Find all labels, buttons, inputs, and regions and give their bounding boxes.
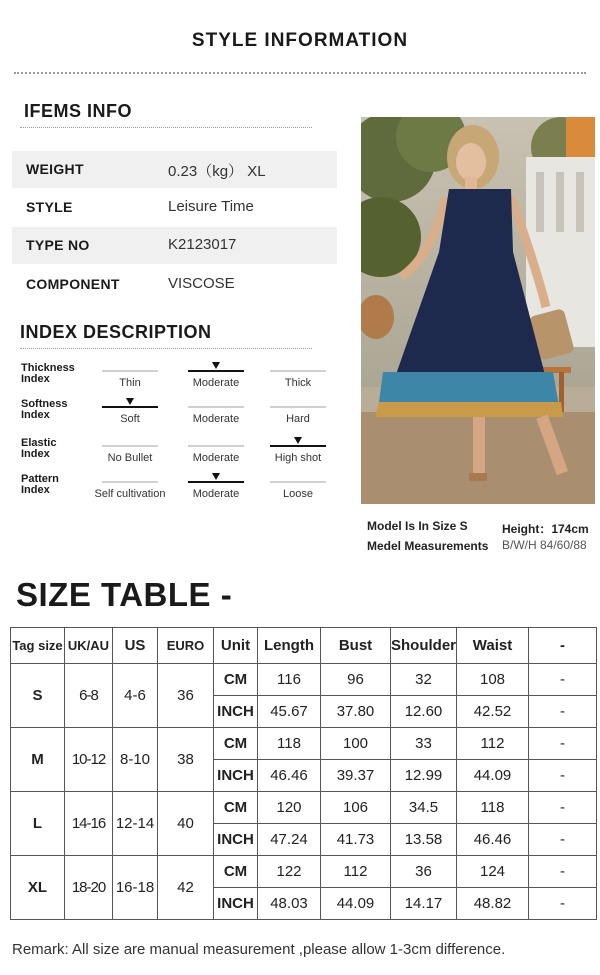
unit-inch-cell: INCH (214, 888, 258, 920)
scale-line (188, 481, 244, 483)
measure-cell: 46.46 (457, 824, 529, 856)
scale-option-label: No Bullet (107, 452, 153, 464)
header-unit: Unit (214, 628, 258, 664)
measure-cell: 48.03 (258, 888, 321, 920)
info-value: VISCOSE (168, 275, 235, 292)
scale-option-label: Moderate (192, 488, 240, 500)
measure-cell: 120 (258, 792, 321, 824)
size-table (10, 627, 597, 920)
measure-cell: 42.52 (457, 696, 529, 728)
measure-cell: 12.99 (391, 760, 457, 792)
index-label (21, 399, 67, 421)
scale-line (102, 481, 158, 483)
info-key: TYPE NO (26, 237, 90, 253)
scale-line (270, 406, 326, 408)
index-label-line1: Pattern (21, 473, 59, 485)
page-title: STYLE INFORMATION (191, 30, 409, 51)
measure-cell: 118 (258, 728, 321, 760)
uk-au-cell: 6-8 (65, 664, 113, 728)
info-value: Leisure Time (168, 198, 254, 215)
size-cell: M (11, 728, 65, 792)
measure-cell: 116 (258, 664, 321, 696)
measure-cell: 124 (457, 856, 529, 888)
measure-cell: 47.24 (258, 824, 321, 856)
scale-option-label: Loose (283, 488, 313, 500)
measure-cell: 13.58 (391, 824, 457, 856)
measure-cell: 34.5 (391, 792, 457, 824)
measure-cell: 122 (258, 856, 321, 888)
scale-option-label: Moderate (192, 452, 240, 464)
scale-option-label: Thin (119, 377, 141, 389)
index-label-line1: Softness (21, 398, 68, 410)
scale-line (188, 445, 244, 447)
index-label-line2: Index (21, 373, 50, 385)
measure-cell: 100 (321, 728, 391, 760)
measure-cell: - (529, 760, 597, 792)
us-cell: 4-6 (113, 664, 158, 728)
measure-cell: - (529, 856, 597, 888)
scale-line (188, 370, 244, 372)
index-label-line1: Thickness (21, 362, 75, 374)
selected-marker-icon (294, 437, 302, 444)
model-measurements-caption: Medel Measurements (367, 539, 489, 553)
info-key: STYLE (26, 199, 73, 215)
measure-cell: 106 (321, 792, 391, 824)
unit-inch-cell: INCH (214, 760, 258, 792)
header-tag-size: Tag size (11, 628, 65, 664)
scale-option-label: Soft (120, 413, 140, 425)
unit-inch-cell: INCH (214, 696, 258, 728)
info-key: COMPONENT (26, 276, 120, 292)
index-label (21, 363, 75, 385)
info-value: 0.23（kg） XL (168, 163, 266, 180)
unit-cm-cell: CM (214, 664, 258, 696)
measure-cell: 48.82 (457, 888, 529, 920)
us-cell: 12-14 (113, 792, 158, 856)
scale-option-label: Self cultivation (94, 488, 166, 500)
model-photo (361, 117, 595, 504)
measure-cell: 14.17 (391, 888, 457, 920)
size-table-title: SIZE TABLE - (16, 576, 233, 613)
scale-line (270, 481, 326, 483)
scale-line (102, 445, 158, 447)
measure-cell: 44.09 (457, 760, 529, 792)
measure-cell: 41.73 (321, 824, 391, 856)
scale-line (102, 406, 158, 408)
measure-cell: 45.67 (258, 696, 321, 728)
euro-cell: 36 (158, 664, 214, 728)
header-us: US (113, 628, 158, 664)
uk-au-cell: 14-16 (65, 792, 113, 856)
unit-cm-cell: CM (214, 856, 258, 888)
size-cell: XL (11, 856, 65, 920)
items-info-title: IFEMS INFO (24, 101, 132, 121)
measure-cell: 12.60 (391, 696, 457, 728)
scale-option-label: Hard (286, 413, 310, 425)
header-extra: - (529, 628, 597, 664)
model-bwh-caption: B/W/H 84/60/88 (502, 538, 587, 552)
model-photo-image (361, 117, 595, 504)
measure-cell: 112 (321, 856, 391, 888)
scale-option-label: Moderate (192, 413, 240, 425)
unit-cm-cell: CM (214, 792, 258, 824)
index-label (21, 438, 56, 460)
header-euro: EURO (158, 628, 214, 664)
scale-option-label: Thick (284, 377, 312, 389)
size-cell: L (11, 792, 65, 856)
measure-cell: 96 (321, 664, 391, 696)
index-scales (0, 0, 340, 520)
unit-inch-cell: INCH (214, 824, 258, 856)
measure-cell: - (529, 792, 597, 824)
size-table-header-row (11, 628, 597, 664)
measure-cell: 32 (391, 664, 457, 696)
table-row (11, 664, 597, 696)
model-height-caption: Height：174cm (502, 522, 589, 536)
measure-cell: - (529, 696, 597, 728)
index-label-line2: Index (21, 409, 50, 421)
info-value: K2123017 (168, 236, 237, 253)
measure-cell: 46.46 (258, 760, 321, 792)
measure-cell: 39.37 (321, 760, 391, 792)
remark-text: Remark: All size are manual measurement ,please allow 1-3cm difference. (12, 941, 506, 958)
header-bust: Bust (321, 628, 391, 664)
scale-line (102, 370, 158, 372)
us-cell: 8-10 (113, 728, 158, 792)
table-row (11, 728, 597, 760)
measure-cell: - (529, 728, 597, 760)
measure-cell: 112 (457, 728, 529, 760)
euro-cell: 40 (158, 792, 214, 856)
measure-cell: 44.09 (321, 888, 391, 920)
unit-cm-cell: CM (214, 728, 258, 760)
index-label-line2: Index (21, 484, 50, 496)
info-key: WEIGHT (26, 161, 84, 177)
scale-line (270, 445, 326, 447)
header-shoulder: Shoulder (391, 628, 457, 664)
scale-line (188, 406, 244, 408)
measure-cell: 118 (457, 792, 529, 824)
uk-au-cell: 18-20 (65, 856, 113, 920)
selected-marker-icon (212, 362, 220, 369)
measure-cell: - (529, 888, 597, 920)
header-uk-au: UK/AU (65, 628, 113, 664)
measure-cell: 108 (457, 664, 529, 696)
measure-cell: - (529, 664, 597, 696)
model-size-caption: Model Is In Size S (367, 519, 468, 533)
header-waist: Waist (457, 628, 529, 664)
header-length: Length (258, 628, 321, 664)
us-cell: 16-18 (113, 856, 158, 920)
measure-cell: 33 (391, 728, 457, 760)
uk-au-cell: 10-12 (65, 728, 113, 792)
euro-cell: 38 (158, 728, 214, 792)
scale-option-label: High shot (274, 452, 322, 464)
measure-cell: - (529, 824, 597, 856)
table-row (11, 856, 597, 888)
index-label-line2: Index (21, 448, 50, 460)
measure-cell: 37.80 (321, 696, 391, 728)
index-description-title: INDEX DESCRIPTION (20, 322, 212, 342)
index-label (21, 474, 59, 496)
selected-marker-icon (212, 473, 220, 480)
scale-option-label: Moderate (192, 377, 240, 389)
selected-marker-icon (126, 398, 134, 405)
euro-cell: 42 (158, 856, 214, 920)
measure-cell: 36 (391, 856, 457, 888)
size-cell: S (11, 664, 65, 728)
scale-line (270, 370, 326, 372)
index-label-line1: Elastic (21, 437, 57, 449)
table-row (11, 792, 597, 824)
